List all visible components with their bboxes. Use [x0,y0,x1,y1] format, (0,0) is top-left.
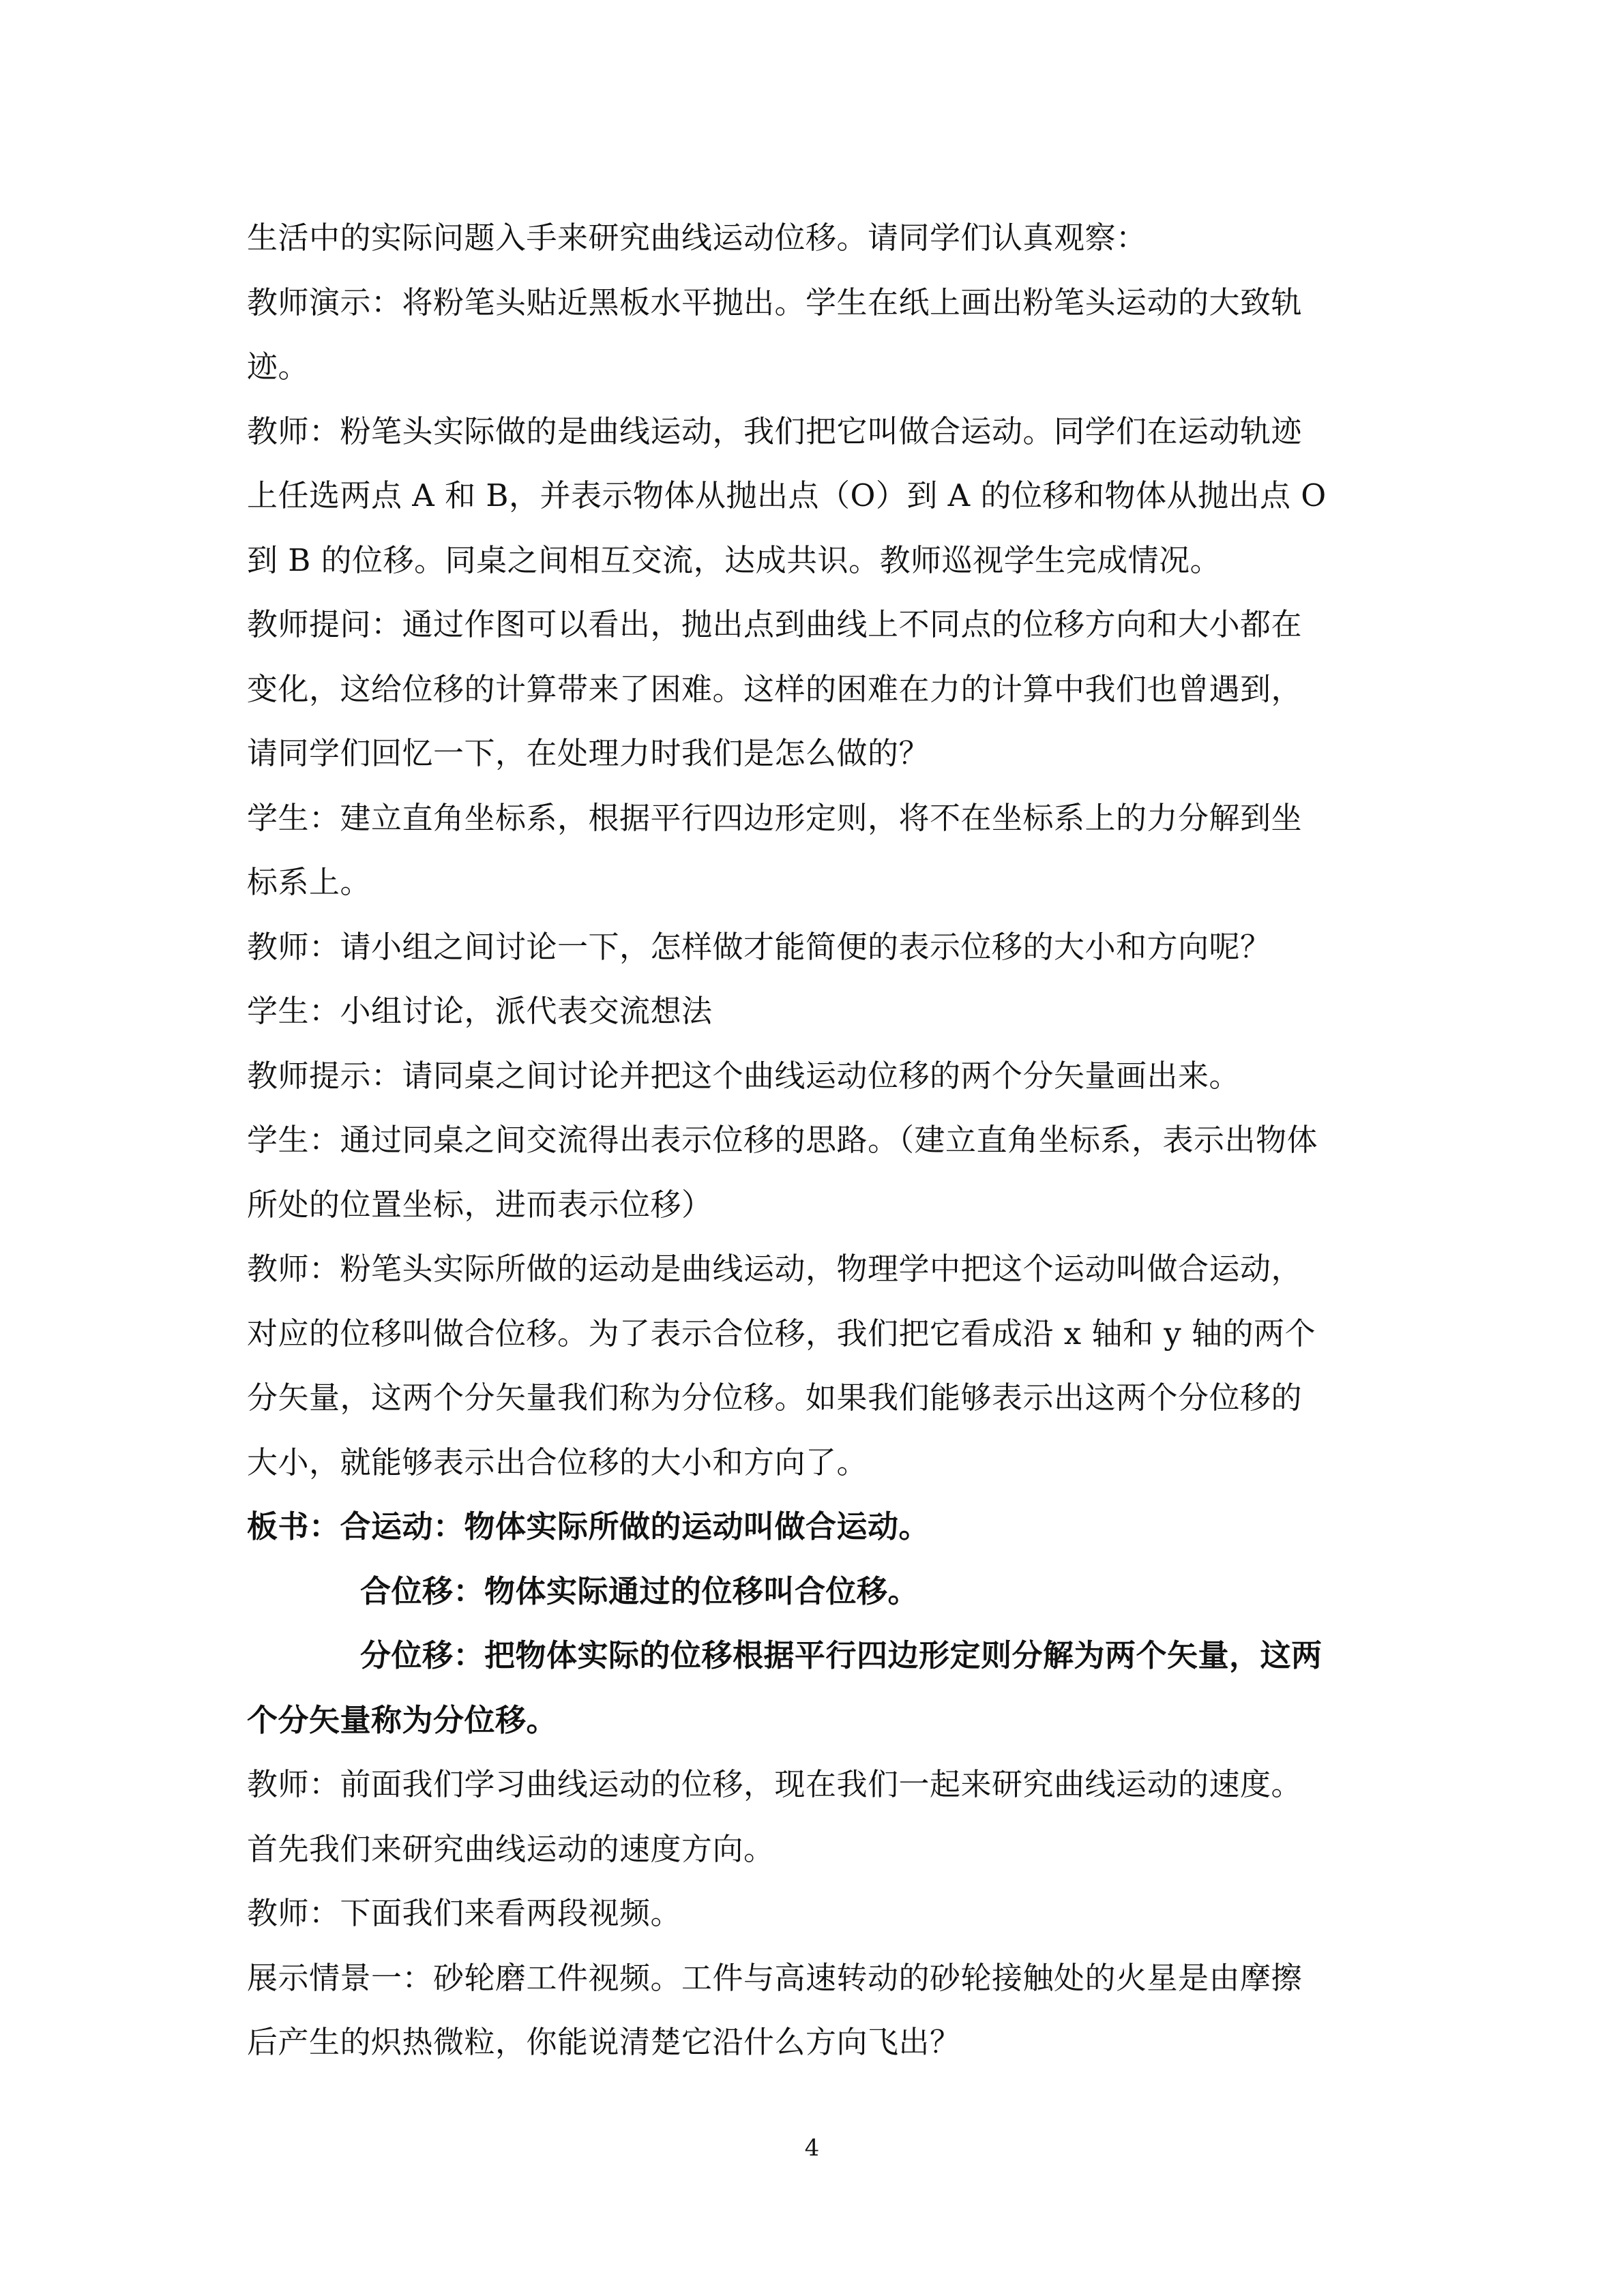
document-body [247,206,1393,2075]
paragraph: 学生：建立直角坐标系，根据平行四边形定则，将不在坐标系上的力分解到坐 [247,799,1303,836]
paragraph: 教师提示：请同桌之间讨论并把这个曲线运动位移的两个分矢量画出来。 [247,1057,1241,1094]
paragraph: 教师演示：将粉笔头贴近黑板水平抛出。学生在纸上画出粉笔头运动的大致轨 [247,284,1303,320]
paragraph: 展示情景一：砂轮磨工件视频。工件与高速转动的砂轮接触处的火星是由摩擦 [247,1959,1303,1996]
paragraph: 教师：下面我们来看两段视频。 [247,1895,682,1931]
paragraph: 后产生的炽热微粒，你能说清楚它沿什么方向飞出？ [247,2024,961,2060]
board-note-item: 合位移：物体实际通过的位移叫合位移。 [360,1572,919,1609]
paragraph: 上任选两点 A 和 B，并表示物体从抛出点（O）到 A 的位移和物体从抛出点 O [247,477,1327,513]
paragraph: 标系上。 [247,864,372,900]
paragraph: 变化，这给位移的计算带来了困难。这样的困难在力的计算中我们也曾遇到， [247,670,1303,707]
paragraph: 教师：前面我们学习曲线运动的位移，现在我们一起来研究曲线运动的速度。 [247,1766,1303,1802]
paragraph: 大小，就能够表示出合位移的大小和方向了。 [247,1444,868,1480]
paragraph: 请同学们回忆一下，在处理力时我们是怎么做的？ [247,735,930,771]
paragraph: 所处的位置坐标，进而表示位移） [247,1186,713,1223]
board-note-heading: 板书：合运动：物体实际所做的运动叫做合运动。 [247,1508,930,1545]
paragraph: 教师：粉笔头实际做的是曲线运动，我们把它叫做合运动。同学们在运动轨迹 [247,413,1303,449]
paragraph: 教师：请小组之间讨论一下，怎样做才能简便的表示位移的大小和方向呢？ [247,928,1271,965]
paragraph: 分矢量，这两个分矢量我们称为分位移。如果我们能够表示出这两个分位移的 [247,1380,1303,1416]
board-note-continuation: 个分矢量称为分位移。 [247,1701,558,1738]
paragraph: 对应的位移叫做合位移。为了表示合位移，我们把它看成沿 x 轴和 y 轴的两个 [247,1315,1316,1352]
page-number: 4 [804,2134,820,2162]
paragraph: 到 B 的位移。同桌之间相互交流，达成共识。教师巡视学生完成情况。 [247,541,1222,578]
paragraph: 生活中的实际问题入手来研究曲线运动位移。请同学们认真观察： [247,220,1147,256]
paragraph: 教师：粉笔头实际所做的运动是曲线运动，物理学中把这个运动叫做合运动， [247,1251,1303,1287]
paragraph: 学生：小组讨论，派代表交流想法 [247,993,713,1029]
board-note-item: 分位移：把物体实际的位移根据平行四边形定则分解为两个矢量，这两 [360,1637,1323,1673]
paragraph: 首先我们来研究曲线运动的速度方向。 [247,1830,775,1867]
paragraph: 迹。 [247,348,310,385]
paragraph: 教师提问：通过作图可以看出，抛出点到曲线上不同点的位移方向和大小都在 [247,606,1303,642]
paragraph: 学生：通过同桌之间交流得出表示位移的思路。（建立直角坐标系，表示出物体 [247,1122,1318,1158]
